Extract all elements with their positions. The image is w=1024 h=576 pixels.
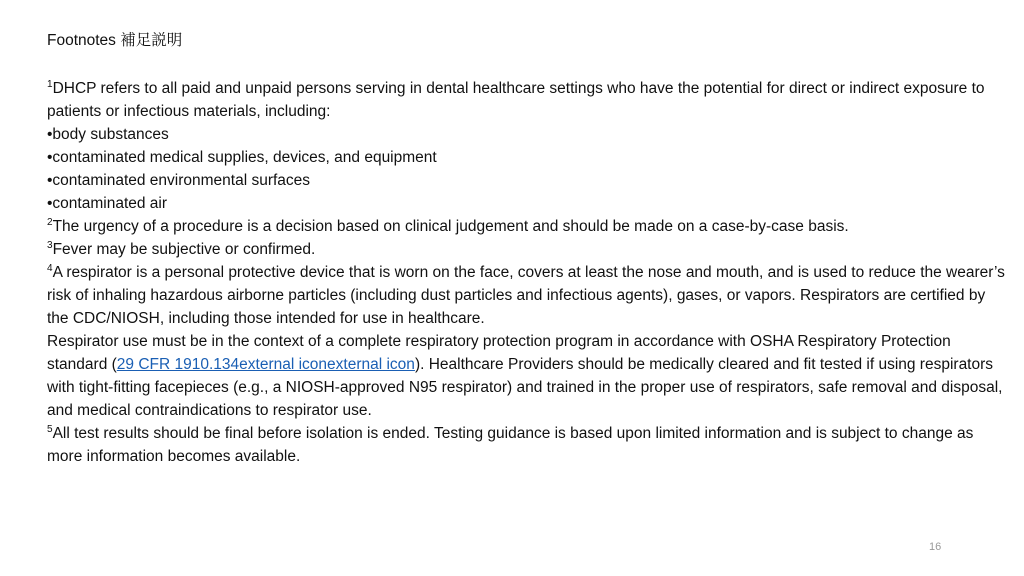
page-title: Footnotes 補足説明 [47,32,183,49]
footnotes-body [47,77,1009,468]
bullet-item: •body substances [47,126,169,143]
page-number: 16 [929,541,942,553]
footnote-5 [47,422,1009,468]
footnote-text: ). Healthcare Providers should be medically cleared and fit tested if using respirators with tight-fitting facepieces (e.g., a NIOSH-approved N95 respirator) and trained in the proper use of respirators, safe removal and disposal, and medical contraindications to respirator use. [47,356,1003,419]
footnote-4-continued [47,330,1009,422]
footnote-1 [47,77,1009,123]
footnote-marker: 2 [47,216,53,228]
footnote-marker: 4 [47,262,53,274]
footnote-4 [47,261,1009,330]
bullet-item: •contaminated environmental surfaces [47,172,311,189]
footnote-text: All test results should be final before isolation is ended. Testing guidance is based upon limited information and is subject to change as more information becomes available. [47,425,974,465]
bullet-item: •contaminated medical supplies, devices, and equipment [47,149,437,166]
footnote-marker: 5 [47,423,53,435]
footnote-text: The urgency of a procedure is a decision based on clinical judgement and should be made on a case-by-case basis. [52,218,849,235]
footnote-text: Respirator use must be in the context of a complete respiratory protection program in accordance with OSHA Respiratory Protection standard ( [47,333,951,373]
footnote-text: DHCP refers to all paid and unpaid persons serving in dental healthcare settings who have the potential for direct or indirect exposure to patients or infectious materials, including: [47,80,985,120]
bullet-item: •contaminated air [47,195,168,212]
footnote-2 [47,215,1009,238]
footnote-text: Fever may be subjective or confirmed. [52,241,316,258]
footnote-marker: 1 [47,78,53,90]
footnote-text: A respirator is a personal protective device that is worn on the face, covers at least the nose and mouth, and is used to reduce the wearer’s risk of inhaling hazardous airborne particles (including dust particles and infectious agents), gases, or vapors. Respirators are certified by the CDC/NIOSH, including those intended for use in healthcare. [47,264,1005,327]
footnote-3 [47,238,1009,261]
osha-standard-link[interactable]: 29 CFR 1910.134external iconexternal icon [116,356,415,373]
footnote-marker: 3 [47,239,53,251]
